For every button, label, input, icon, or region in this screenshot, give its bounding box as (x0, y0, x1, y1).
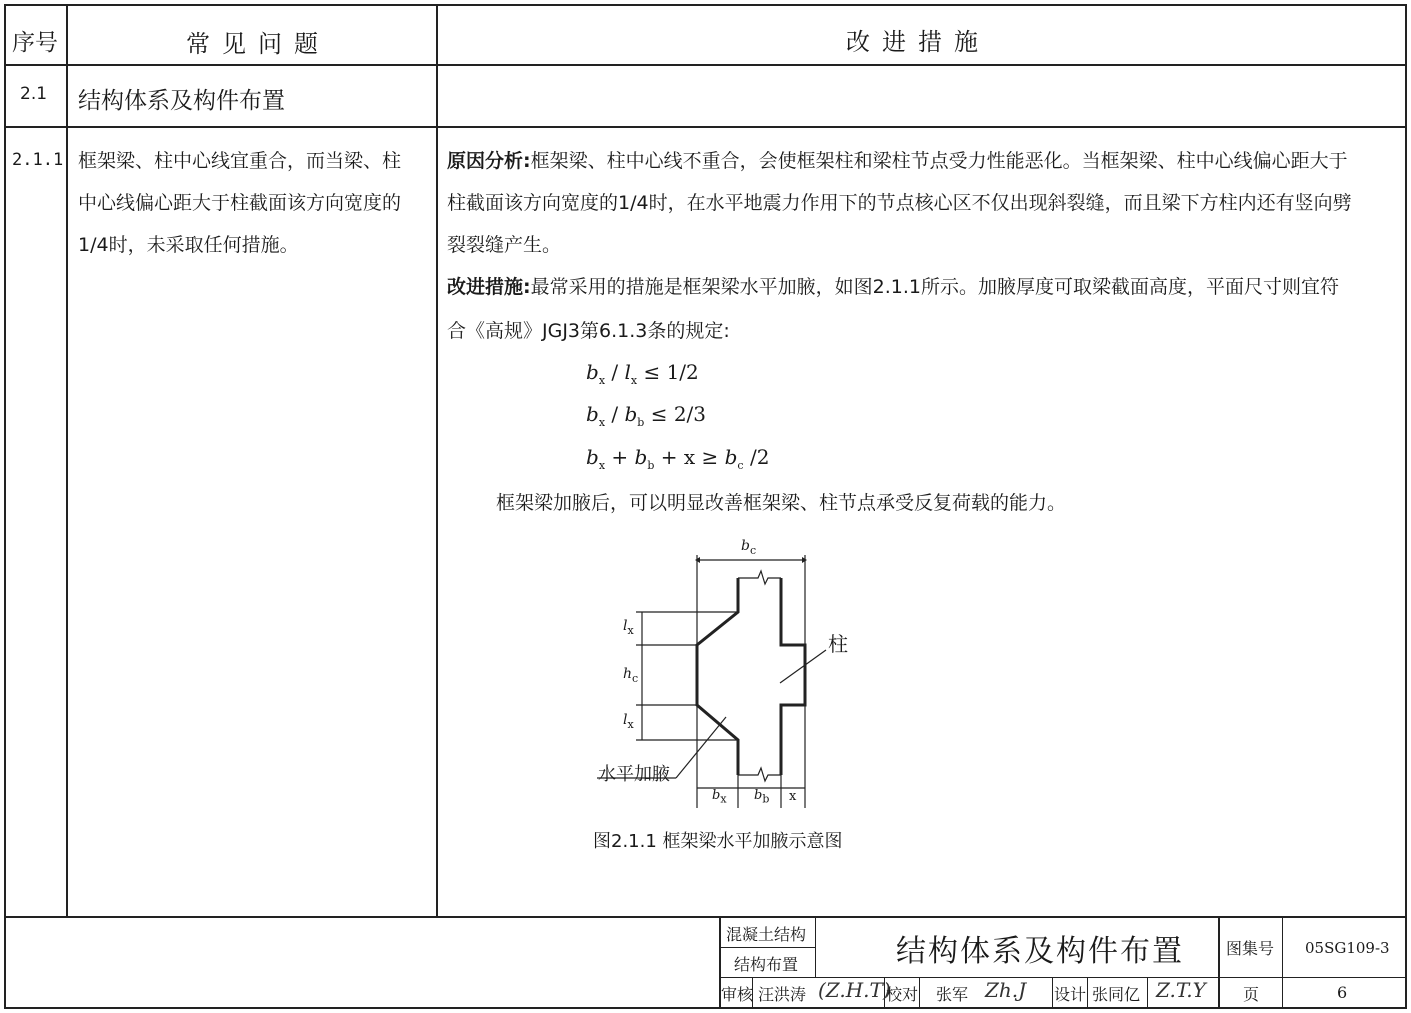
haunch-label: 水平加腋 (598, 764, 670, 785)
problem-line-3: 1/4时，未采取任何措施。 (78, 234, 299, 256)
title-block-top-line (4, 916, 1407, 918)
header-divider (4, 64, 1407, 66)
dim-bx-label: $b_x$ (712, 788, 727, 806)
column-label: 柱 (828, 632, 848, 656)
tb-reviewer: 汪洪涛 (758, 985, 807, 1004)
tb-category-2: 结构布置 (734, 955, 799, 974)
dim-lx-bottom-label: $l_x$ (623, 712, 634, 731)
reason-label: 原因分析: (447, 150, 531, 172)
tb-line-v3 (1218, 918, 1220, 1008)
tb-reviewer-label: 审核 (721, 985, 754, 1004)
tb-designer: 张同亿 (1092, 985, 1141, 1004)
section-title: 结构体系及构件布置 (78, 88, 285, 114)
tb-cell-div-3 (919, 977, 920, 1008)
tb-cell-div-4 (1052, 977, 1053, 1008)
tb-reviewer-signature: (Z.H.T) (818, 978, 891, 1002)
column-outline-right (781, 578, 805, 775)
reason-line-3: 裂裂缝产生。 (447, 234, 562, 256)
tb-category-1: 混凝土结构 (726, 925, 807, 944)
tb-checker-label: 校对 (886, 985, 919, 1004)
tb-line-h1 (719, 947, 815, 948)
tb-cell-div-6 (1147, 977, 1148, 1008)
dim-bc-label: $b_c$ (741, 538, 757, 557)
dim-lx-top-label: $l_x$ (623, 618, 634, 637)
tb-page-no: 6 (1337, 983, 1348, 1002)
problem-line-2: 中心线偏心距大于柱截面该方向宽度的 (78, 192, 402, 214)
tb-checker: 张军 (936, 985, 969, 1004)
item-number: 2.1.1 (12, 150, 64, 170)
tb-designer-signature: Z.T.Y (1156, 978, 1206, 1002)
measure-text-1: 最常采用的措施是框架梁水平加腋，如图2.1.1所示。加腋厚度可取梁截面高度，平面尺寸则宜符 (530, 276, 1339, 298)
tb-designer-label: 设计 (1054, 985, 1087, 1004)
problem-line-1: 框架梁、柱中心线宜重合，而当梁、柱 (78, 150, 402, 172)
tb-cell-div-5 (1087, 977, 1088, 1008)
formula-2: $b_x / b_b \le 2/3$ (586, 402, 707, 429)
dim-x-label: x (789, 789, 797, 804)
tb-page-label: 页 (1243, 985, 1260, 1004)
column-divider-2 (436, 4, 438, 916)
header-col-no: 序号 (12, 30, 58, 56)
header-col-problem: 常见问题 (186, 30, 330, 58)
reason-text-1: 框架梁、柱中心线不重合，会使框架柱和梁柱节点受力性能恶化。当框架梁、柱中心线偏心距大于 (530, 150, 1348, 172)
tb-drawing-title: 结构体系及构件布置 (896, 934, 1184, 969)
column-divider-1 (66, 4, 68, 916)
section-divider (4, 126, 1407, 128)
dim-hc-label: $h_c$ (623, 666, 639, 685)
dim-bb-label: $b_b$ (754, 788, 770, 806)
tb-checker-signature: Zh.J (985, 978, 1027, 1002)
reason-line-1 (447, 140, 1348, 183)
measure-line-1 (447, 266, 1339, 309)
tb-atlas-no: 05SG109-3 (1305, 939, 1390, 957)
figure-caption: 图2.1.1 框架梁水平加腋示意图 (593, 831, 843, 852)
measure-line-2: 合《高规》JGJ3第6.1.3条的规定: (447, 320, 730, 342)
tb-line-v4 (1282, 918, 1283, 1008)
reason-line-2: 柱截面该方向宽度的1/4时，在水平地震力作用下的节点核心区不仅出现斜裂缝，而且梁下方柱内还有竖向劈 (447, 192, 1352, 214)
formula-1: $b_x / l_x \le 1/2$ (586, 360, 699, 387)
formula-3: $b_x + b_b + x \ge b_c$ /2 (586, 445, 770, 472)
conclusion-line: 框架梁加腋后，可以明显改善框架梁、柱节点承受反复荷载的能力。 (496, 492, 1067, 514)
tb-line-v2 (815, 918, 816, 978)
section-number: 2.1 (20, 84, 48, 104)
measure-label: 改进措施: (447, 276, 531, 298)
tb-atlas-label: 图集号 (1226, 939, 1275, 958)
header-col-measure: 改进措施 (846, 28, 990, 56)
